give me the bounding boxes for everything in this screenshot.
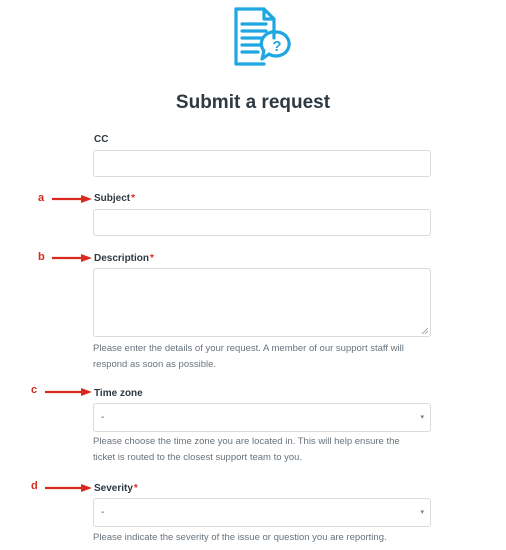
document-question-icon xyxy=(230,6,294,68)
page-title: Submit a request xyxy=(175,92,331,113)
annotation-arrow-d xyxy=(45,484,92,492)
time-zone-label-text: Time zone xyxy=(94,388,143,399)
resize-grip-icon[interactable] xyxy=(422,328,428,334)
description-label-text: Description xyxy=(94,253,150,264)
cc-label xyxy=(94,134,108,145)
description-hint-line: respond as soon as possible. xyxy=(93,359,217,370)
severity-select[interactable] xyxy=(93,498,431,527)
time-zone-selected-value: - xyxy=(101,412,105,423)
severity-hint: Please indicate the severity of the issue or question you are reporting. xyxy=(93,532,387,543)
subject-label xyxy=(94,193,135,204)
annotation-arrow-b xyxy=(52,254,92,262)
annotation-marker-c: c xyxy=(31,384,38,396)
severity-label-text: Severity xyxy=(94,483,133,494)
subject-label-text: Subject xyxy=(94,193,131,204)
chevron-down-icon: ▾ xyxy=(420,414,424,421)
time-zone-select[interactable] xyxy=(93,403,431,432)
annotation-arrow-a xyxy=(52,195,92,203)
annotation-marker-a: a xyxy=(38,192,45,204)
description-label xyxy=(94,253,154,264)
cc-input[interactable] xyxy=(93,150,431,177)
annotation-arrow-c xyxy=(45,388,92,396)
required-mark: * xyxy=(131,193,136,204)
time-zone-hint xyxy=(93,434,438,466)
annotation-marker-d: d xyxy=(31,480,38,492)
severity-label xyxy=(94,483,138,494)
cc-label-text: CC xyxy=(94,134,109,145)
severity-selected-value: - xyxy=(101,507,105,518)
description-hint xyxy=(93,341,438,373)
svg-text:?: ? xyxy=(272,38,282,55)
description-textarea[interactable] xyxy=(93,268,431,337)
annotation-marker-b: b xyxy=(38,251,45,263)
time-zone-label xyxy=(94,388,143,399)
required-mark: * xyxy=(133,483,138,494)
subject-input[interactable] xyxy=(93,209,431,236)
required-mark: * xyxy=(150,253,154,264)
time-zone-hint-line: Please choose the time zone you are located in. This will help ensure the xyxy=(93,436,400,447)
time-zone-hint-line: ticket is routed to the closest support team to you. xyxy=(93,452,303,463)
description-hint-line: Please enter the details of your request. A member of our support staff will xyxy=(93,343,404,354)
chevron-down-icon: ▾ xyxy=(420,509,424,516)
